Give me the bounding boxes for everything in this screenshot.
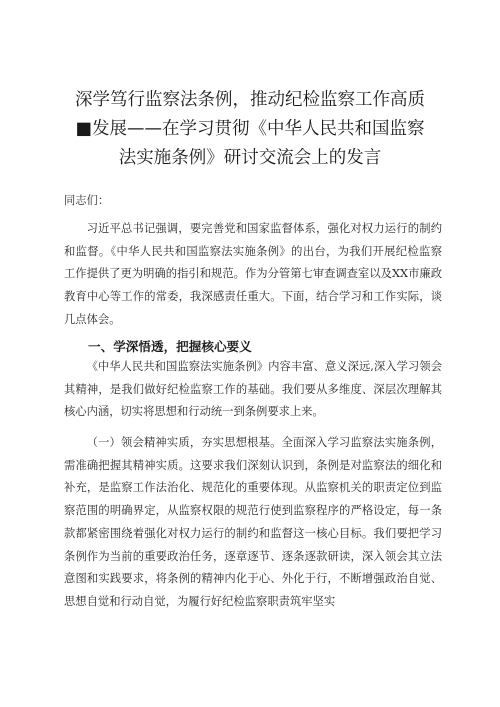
- section-heading: 一、学深悟透，把握核心要义: [88, 339, 252, 354]
- title-line: 法实施条例》研讨交流会上的发言: [118, 148, 382, 168]
- body-paragraph: [64, 356, 442, 424]
- paragraph-text: 《中华人民共和国监察法实施条例》内容丰富、意义深远,深入学习领会其精神，是我们做好纪检监察工作的基础。我们要从多维度、深层次理解其核心内涵，切实将思想和行动统一到条例要求上来。: [64, 360, 442, 419]
- body-paragraph: [64, 432, 442, 614]
- paragraph-text: （一）领会精神实质，夯实思想根基。全面深入学习监察法实施条例，需准确把握其精神实质。这要求我们深刻认识到，条例是对监察法的细化和补充，是监察工作法治化、规范化的重要体现。从监察机关的职责定位到监察范围的明确界定，从监察权限的规范行使到监察程序的严格设定，每一条款都紧密围绕着强化对权力运行的制约和监督这一核心目标。我们要把学习条例作为当前的重要政治任务，逐章逐节、逐条逐款研读，深入领会其立法意图和实践要求，将条例的精神内化于心、外化于行，不断增强政治自觉、思想自觉和行动自觉，为履行好纪检监察职责筑牢坚实: [64, 436, 442, 608]
- intro-paragraph: [64, 218, 442, 332]
- title-line: ■发展——在学习贯彻《中华人民共和国监察: [75, 119, 425, 139]
- document-title: [60, 86, 440, 173]
- title-line: 深学笃行监察法条例，推动纪检监察工作高质: [75, 90, 425, 110]
- paragraph-text: 习近平总书记强调，要完善党和国家监督体系，强化对权力运行的制约和监督。《中华人民共和国监察法实施条例》的出台，为我们开展纪检监察工作提供了更为明确的指引和规范。作为分管第七审查调查室以及XX市廉政教育中心等工作的常委，我深感责任重大。下面，结合学习和工作实际，谈几点体会。: [64, 222, 442, 326]
- salutation: 同志们：: [64, 194, 110, 207]
